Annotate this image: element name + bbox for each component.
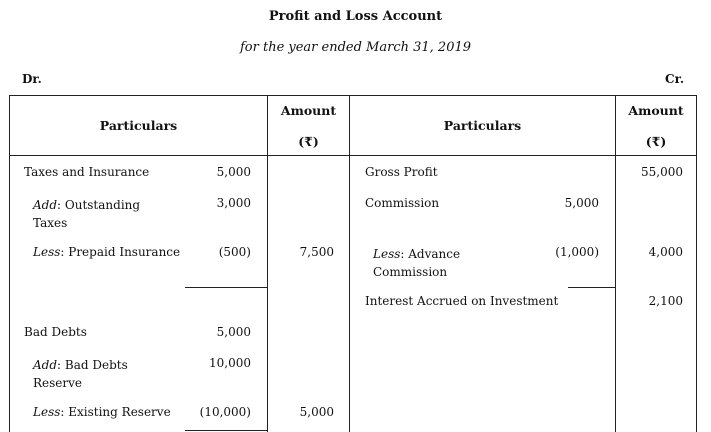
interest-accrued-label: Interest Accrued on Investment — [365, 294, 559, 308]
left-currency-header: (₹) — [298, 134, 319, 149]
less-prefix: Less — [33, 405, 61, 419]
debit-subtotal-rule-2 — [185, 430, 267, 431]
right-particulars-header: Particulars — [443, 118, 522, 133]
add-prefix: Add — [33, 358, 58, 372]
right-currency-header: (₹) — [645, 134, 667, 149]
less-existing-text: : Existing Reserve — [60, 405, 171, 419]
less-existing-reserve-label — [33, 405, 171, 419]
less-existing-reserve-value: (10,000) — [199, 405, 251, 419]
add-outstanding-taxes-value: 3,000 — [216, 196, 251, 210]
taxes-insurance-value: 5,000 — [216, 165, 251, 179]
debit-subtotal-rule — [185, 287, 267, 288]
credit-label: Cr. — [665, 72, 684, 86]
add-outstanding-text: : Outstanding Taxes — [33, 198, 141, 230]
less-prefix: Less — [373, 247, 401, 261]
document-title: Profit and Loss Account — [268, 9, 443, 24]
credit-subtotal-rule — [568, 287, 615, 288]
commission-total: 4,000 — [648, 245, 683, 259]
table-right-border — [696, 95, 697, 432]
less-advance-commission-label — [373, 245, 483, 281]
gross-profit-label: Gross Profit — [365, 165, 438, 179]
add-bad-debts-reserve-value: 10,000 — [209, 356, 251, 370]
interest-accrued-total: 2,100 — [648, 294, 683, 308]
taxes-insurance-label: Taxes and Insurance — [24, 165, 150, 179]
commission-value: 5,000 — [564, 196, 599, 210]
center-divider — [349, 95, 350, 432]
less-prepaid-insurance-label — [33, 245, 180, 259]
right-amount-header: Amount — [628, 103, 684, 118]
document-subtitle: for the year ended March 31, 2019 — [239, 40, 472, 55]
bad-debts-label: Bad Debts — [24, 325, 87, 339]
bad-debts-total: 5,000 — [299, 405, 334, 419]
less-prepaid-text: : Prepaid Insurance — [60, 245, 181, 259]
less-advance-text: : Advance Commission — [373, 247, 461, 279]
add-outstanding-taxes-label — [33, 196, 163, 232]
less-prefix: Less — [33, 245, 61, 259]
add-bad-debts-reserve-label — [33, 356, 143, 392]
table-top-border — [9, 95, 697, 96]
table-left-border — [9, 95, 10, 432]
header-bottom-border — [9, 155, 697, 156]
debit-label: Dr. — [22, 72, 42, 86]
gross-profit-total: 55,000 — [641, 165, 683, 179]
left-particulars-header: Particulars — [99, 118, 178, 133]
left-amount-header: Amount — [280, 103, 337, 118]
bad-debts-value: 5,000 — [216, 325, 251, 339]
less-prepaid-insurance-value: (500) — [218, 245, 251, 259]
less-advance-commission-value: (1,000) — [555, 245, 599, 259]
commission-label: Commission — [365, 196, 440, 210]
add-reserve-text: : Bad Debts Reserve — [33, 358, 128, 390]
taxes-insurance-total: 7,500 — [299, 245, 334, 259]
add-prefix: Add — [33, 198, 58, 212]
